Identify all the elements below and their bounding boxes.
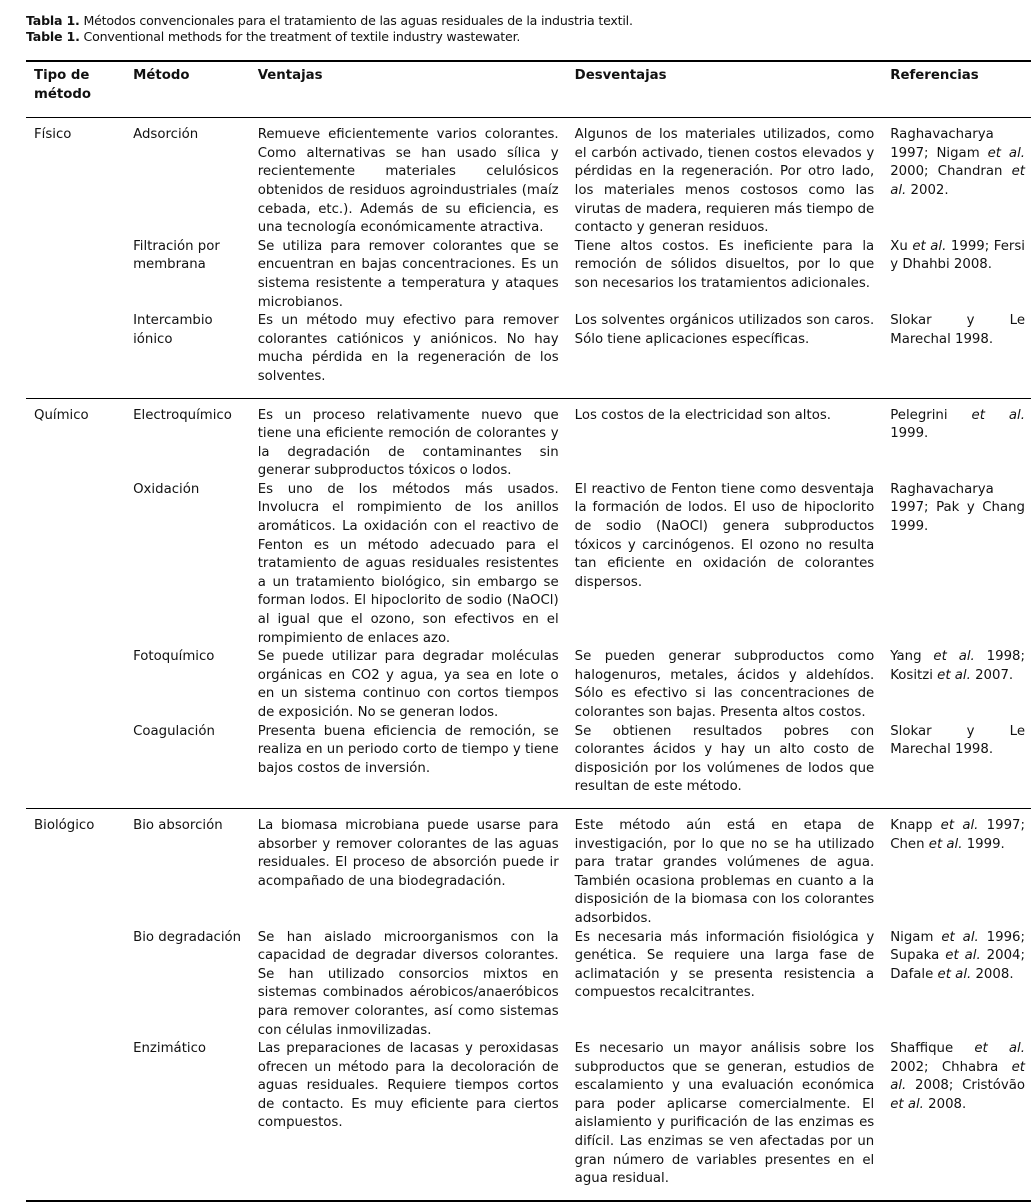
cell-references: Knapp et al. 1997; Chen et al. 1999.	[890, 817, 1025, 852]
table-row	[26, 118, 1031, 238]
cell-method-type	[26, 723, 125, 809]
method-group	[26, 808, 1031, 1200]
header-advantages: Ventajas	[257, 68, 323, 83]
cell-references: Yang et al. 1998; Kositzi et al. 2007.	[890, 649, 1025, 683]
table-row	[26, 808, 1031, 928]
table-row	[26, 312, 1031, 398]
cell-advantages: Se puede utilizar para degradar moléculas orgánicas en CO2 y agua, ya sea en lote o en un sistema continuo con cortos tiempos de exposición. No se generan lodos.	[257, 649, 559, 720]
cell-references: Pelegrini et al. 1999.	[890, 407, 1025, 442]
cell-disadvantages: Este método aún está en etapa de investigación, por lo que no se ha utilizado para tratar grandes volúmenes de agua. También ocasiona problemas en cuanto a la disposición de la biomasa con los colorantes adsorbidos.	[574, 817, 875, 926]
cell-advantages: Se utiliza para remover colorantes que se encuentran en bajas concentraciones. Es un sistema resistente a temperatura y ataques microbianos.	[257, 238, 559, 310]
cell-advantages: Es uno de los métodos más usados. Involucra el rompimiento de los anillos aromáticos. La oxidación con el reactivo de Fenton es un método adecuado para el tratamiento de aguas residuales resistentes a un tratamiento biológico, sin embargo se forman lodos. El hipoclorito de sodio (NaOCl) al igual que el ozono, son efectivos en el rompimiento de enlaces azo.	[257, 481, 559, 646]
table-row	[26, 929, 1031, 1041]
cell-method: Bio degradación	[133, 929, 242, 945]
caption-label-es: Tabla 1.	[26, 13, 80, 28]
cell-method-type	[26, 1040, 125, 1201]
table-row	[26, 648, 1031, 722]
cell-advantages: Presenta buena eficiencia de remoción, se realiza en un periodo corto de tiempo y tiene bajos costos de inversión.	[257, 723, 559, 776]
header-references: Referencias	[890, 68, 979, 83]
cell-advantages: Las preparaciones de lacasas y peroxidasas ofrecen un método para la decoloración de aguas residuales. Requiere tiempos cortos de contacto. Es muy eficiente para ciertos compuestos.	[257, 1041, 559, 1131]
cell-references: Xu et al. 1999; Fersi y Dhahbi 2008.	[890, 238, 1025, 273]
cell-references: Raghavacharya 1997; Nigam et al. 2000; Chandran et al. 2002.	[890, 127, 1025, 198]
cell-advantages: Remueve eficientemente varios colorantes. Como alternativas se han usado sílica y recientemente materiales celulósicos obtenidos de residuos agroindustriales (maíz cebada, etc.). Además de su eficiencia, es una tecnología económicamente atractiva.	[257, 127, 559, 236]
table-caption	[26, 13, 633, 45]
cell-disadvantages: Tiene altos costos. Es ineficiente para la remoción de sólidos disueltos, por lo que son necesarios los tratamientos adicionales.	[574, 238, 875, 291]
cell-method: Oxidación	[133, 481, 200, 497]
cell-disadvantages: Los costos de la electricidad son altos.	[574, 407, 831, 423]
cell-references: Slokar y Le Marechal 1998.	[890, 313, 1025, 347]
cell-references: Slokar y Le Marechal 1998.	[890, 723, 1025, 758]
cell-method: Intercambio iónico	[133, 313, 213, 347]
cell-method-type	[26, 238, 125, 312]
cell-method-type: Físico	[34, 127, 72, 143]
cell-advantages: Se han aislado microorganismos con la capacidad de degradar diversos colorantes. Se han utilizado consorcios mixtos en sistemas combinados aérobicos/anaeróbicos para remover colorantes, así como sistemas con células inmovilizadas.	[257, 929, 559, 1038]
caption-text-es: Métodos convencionales para el tratamiento de las aguas residuales de la industria textil.	[83, 13, 633, 28]
cell-method-type	[26, 481, 125, 648]
cell-disadvantages: Se obtienen resultados pobres con colorantes ácidos y hay un alto costo de disposición por los volúmenes de lodos que resultan de este método.	[574, 723, 875, 795]
cell-disadvantages: Es necesario un mayor análisis sobre los subproductos que se generan, estudios de escalamiento y una evaluación económica para poder aplicarse comercialmente. El aislamiento y purificación de las enzimas es difícil. Las enzimas se ven afectadas por un gran número de variables presentes en el agua residual.	[574, 1041, 875, 1187]
cell-advantages: Es un proceso relativamente nuevo que tiene una eficiente remoción de colorantes y la degradación de contaminantes sin generar subproductos tóxicos o lodos.	[257, 407, 559, 479]
caption-text-en: Conventional methods for the treatment of textile industry wastewater.	[83, 29, 521, 44]
cell-references: Shaffique et al. 2002; Chhabra et al. 2008; Cristóvão et al. 2008.	[890, 1041, 1025, 1112]
method-group	[26, 118, 1031, 398]
cell-method: Adsorción	[133, 127, 199, 143]
methods-table	[26, 60, 1031, 1202]
cell-method: Filtración por membrana	[133, 238, 220, 273]
header-type: Tipo de método	[34, 68, 92, 102]
header-disadvantages: Desventajas	[574, 68, 667, 83]
caption-label-en: Table 1.	[26, 29, 80, 44]
header-method: Método	[133, 68, 190, 83]
table-row	[26, 723, 1031, 809]
cell-method: Coagulación	[133, 723, 215, 739]
method-group	[26, 398, 1031, 808]
cell-disadvantages: Se pueden generar subproductos como halogenuros, metales, ácidos y aldehídos. Sólo es efectivo si las concentraciones de colorantes son bajas. Presenta altos costos.	[574, 649, 875, 720]
cell-method-type	[26, 648, 125, 722]
cell-method-type: Biológico	[34, 817, 95, 833]
cell-disadvantages: Algunos de los materiales utilizados, como el carbón activado, tienen costos elevados y pérdidas en la regeneración. Por otro lado, los materiales menos costosos como las virutas de madera, requieren más tiempo de contacto y generan residuos.	[574, 127, 875, 236]
cell-method: Fotoquímico	[133, 649, 215, 665]
cell-method: Enzimático	[133, 1041, 207, 1057]
table-row	[26, 1040, 1031, 1201]
cell-method: Bio absorción	[133, 817, 223, 833]
cell-references: Raghavacharya 1997; Pak y Chang 1999.	[890, 481, 1025, 535]
cell-advantages: Es un método muy efectivo para remover colorantes catiónicos y aniónicos. No hay mucha pérdida en la regeneración de los solventes.	[257, 313, 559, 384]
header-row	[26, 61, 1031, 118]
cell-method-type	[26, 312, 125, 398]
table-row	[26, 238, 1031, 312]
table-row	[26, 398, 1031, 481]
caption-english	[26, 29, 633, 45]
table-row	[26, 481, 1031, 648]
cell-disadvantages: El reactivo de Fenton tiene como desventaja la formación de lodos. El uso de hipoclorito de sodio (NaOCl) genera subproductos tóxicos y carcinógenos. El ozono no resulta tan eficiente en oxidación de colorantes dispersos.	[574, 481, 875, 590]
cell-method-type: Químico	[34, 407, 89, 423]
caption-spanish	[26, 13, 633, 29]
cell-method: Electroquímico	[133, 407, 232, 423]
cell-disadvantages: Es necesaria más información fisiológica y genética. Se requiere una larga fase de aclimatación y se presenta resistencia a compuestos recalcitrantes.	[574, 929, 875, 1001]
cell-method-type	[26, 929, 125, 1041]
cell-disadvantages: Los solventes orgánicos utilizados son caros. Sólo tiene aplicaciones específicas.	[574, 313, 875, 347]
table-header	[26, 61, 1031, 118]
cell-references: Nigam et al. 1996; Supaka et al. 2004; Dafale et al. 2008.	[890, 929, 1025, 982]
cell-advantages: La biomasa microbiana puede usarse para absorber y remover colorantes de las aguas residuales. El proceso de absorción puede ir acompañado de una biodegradación.	[257, 817, 559, 889]
